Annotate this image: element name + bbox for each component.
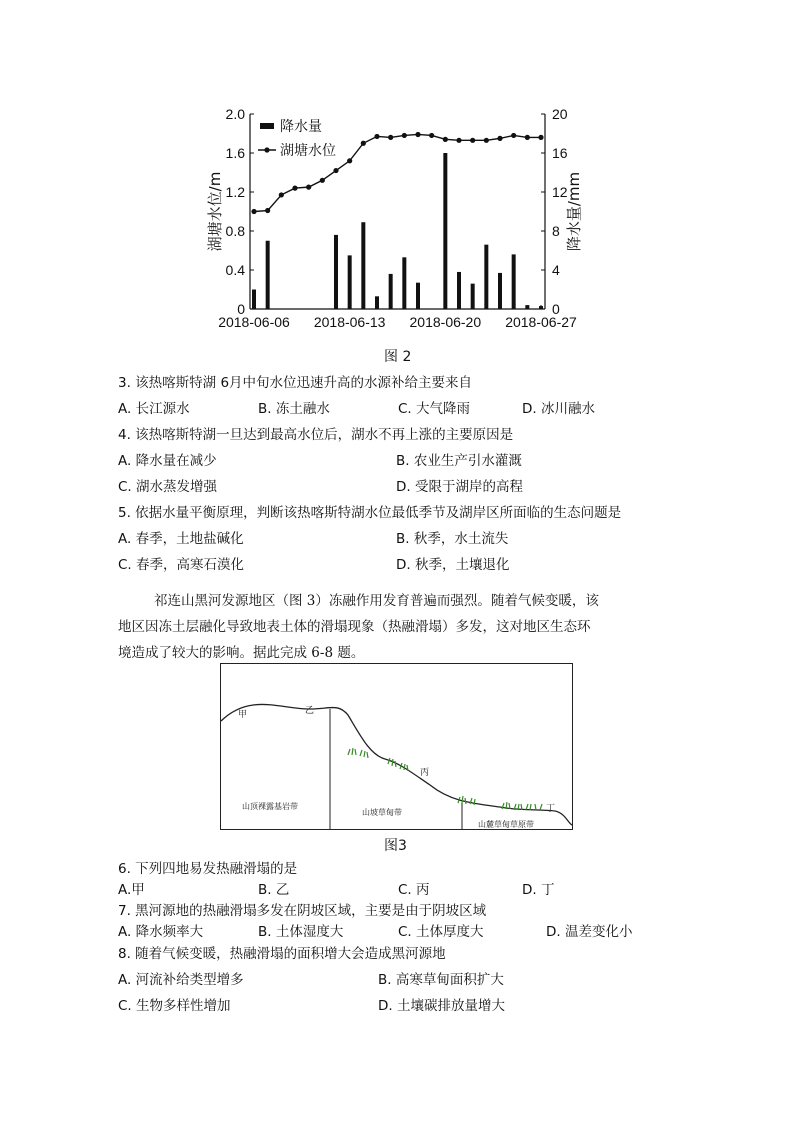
water-level-point: [333, 168, 338, 173]
x-tick-label: 2018-06-13: [313, 314, 386, 330]
water-level-point: [320, 178, 325, 183]
water-level-point: [306, 185, 311, 190]
water-level-point: [525, 135, 530, 140]
left-tick-label: 0.4: [225, 262, 245, 278]
water-level-point: [361, 141, 366, 146]
question-6-stem: 6. 下列四地易发热融滑塌的是: [118, 861, 298, 877]
x-tick-label: 2018-06-20: [409, 314, 482, 330]
question-5-option-d: D. 秋季，土壤退化: [396, 557, 510, 573]
precipitation-bar: [416, 283, 420, 309]
question-4-option-c: C. 湖水蒸发增强: [118, 479, 218, 495]
passage-line-2: 地区因冻土层融化导致地表土体的滑塌现象（热融滑塌）多发，这对地区生态环: [118, 619, 591, 635]
water-level-point: [511, 133, 516, 138]
point-ding-label: 丁: [546, 804, 556, 814]
passage-line-1: 祁连山黑河发源地区（图 3）冻融作用发育普遍而强烈。随着气候变暖，该: [154, 593, 599, 609]
water-level-point: [292, 186, 297, 191]
question-5-option-b: B. 秋季，水土流失: [396, 531, 509, 547]
question-7-option-b: B. 土体湿度大: [258, 924, 344, 940]
precipitation-bar: [457, 272, 461, 309]
water-level-point: [415, 132, 420, 137]
precipitation-bar: [471, 284, 475, 309]
precipitation-bar: [402, 257, 406, 309]
right-axis-label: 降水量/mm: [565, 171, 583, 252]
question-7-option-d: D. 温差变化小: [546, 924, 633, 940]
question-6-option-b: B. 乙: [258, 882, 290, 898]
point-yi-label: 乙: [305, 706, 315, 716]
precipitation-bar: [334, 235, 338, 309]
question-3-option-d: D. 冰川融水: [522, 401, 595, 417]
left-tick-label: 2.0: [225, 106, 245, 122]
figure-3-caption: 图3: [384, 838, 407, 854]
right-tick-label: 4: [552, 262, 560, 278]
precipitation-bars: [252, 153, 543, 309]
water-level-point: [443, 137, 448, 142]
question-8-option-b: B. 高寒草甸面积扩大: [378, 972, 504, 988]
question-8-option-d: D. 土壤碳排放量增大: [378, 998, 505, 1014]
question-8-stem: 8. 随着气候变暖，热融滑塌的面积增大会造成黑河源地: [118, 946, 446, 962]
question-3-option-b: B. 冻土融水: [258, 401, 330, 417]
precipitation-bar: [498, 273, 502, 309]
point-bing-label: 丙: [420, 768, 430, 778]
water-level-point: [251, 209, 256, 214]
left-tick-label: 1.6: [225, 145, 245, 161]
precipitation-bar: [252, 290, 256, 310]
figure-3-diagram: [220, 663, 574, 831]
question-3-option-a: A. 长江源水: [118, 401, 190, 417]
question-5-stem: 5. 依据水量平衡原理，判断该热喀斯特湖水位最低季节及湖岸区所面临的生态问题是: [118, 505, 622, 521]
legend-bar-swatch: [260, 123, 274, 129]
precipitation-bar: [375, 296, 379, 309]
question-7-option-c: C. 土体厚度大: [398, 924, 484, 940]
question-6-option-a: A.甲: [118, 882, 145, 898]
passage: [118, 588, 678, 666]
precipitation-bar: [266, 241, 270, 309]
x-tick-label: 2018-06-06: [218, 314, 290, 330]
legend-line-marker: [264, 147, 269, 152]
legend-label-precipitation: 降水量: [280, 119, 322, 135]
legend-label-water-level: 湖塘水位: [280, 143, 336, 159]
question-4-option-a: A. 降水量在减少: [118, 453, 217, 469]
water-level-point: [265, 208, 270, 213]
point-jia-label: 甲: [238, 710, 248, 720]
water-level-point: [429, 133, 434, 138]
question-3-stem: 3. 该热喀斯特湖 6月中旬水位迅速升高的水源补给主要来自: [118, 375, 473, 391]
passage-line-3: 境造成了较大的影响。据此完成 6-8 题。: [118, 645, 365, 661]
water-level-point: [456, 138, 461, 143]
question-4-option-b: B. 农业生产引水灌溉: [396, 453, 522, 469]
water-level-point: [374, 134, 379, 139]
water-level-point: [470, 138, 475, 143]
question-6-option-d: D. 丁: [522, 882, 555, 898]
water-level-point: [347, 158, 352, 163]
question-8-option-c: C. 生物多样性增加: [118, 998, 231, 1014]
question-7-stem: 7. 黑河源地的热融滑塌多发在阴坡区域，主要是由于阴坡区域: [118, 903, 487, 919]
question-8-option-a: A. 河流补给类型增多: [118, 972, 244, 988]
water-level-point: [497, 136, 502, 141]
precipitation-bar: [512, 254, 516, 309]
right-tick-label: 8: [552, 223, 560, 239]
precipitation-bar: [525, 305, 529, 309]
x-tick-label: 2018-06-27: [505, 314, 577, 330]
water-level-point: [402, 133, 407, 138]
precipitation-bar: [539, 306, 543, 309]
question-4-stem: 4. 该热喀斯特湖一旦达到最高水位后，湖水不再上涨的主要原因是: [118, 427, 514, 443]
precipitation-bar: [484, 245, 488, 309]
chart-legend: [258, 118, 336, 159]
figure-2-caption: 图 2: [384, 349, 412, 365]
right-tick-label: 16: [552, 145, 568, 161]
water-level-point: [538, 135, 543, 140]
water-level-point: [279, 192, 284, 197]
question-7-option-a: A. 降水频率大: [118, 924, 204, 940]
zone-piedmont-steppe-label: 山麓草甸草原带: [478, 820, 534, 829]
precipitation-bar: [389, 274, 393, 309]
right-tick-label: 0: [552, 301, 560, 317]
water-level-point: [484, 138, 489, 143]
question-6-option-c: C. 丙: [398, 882, 430, 898]
question-3-option-c: C. 大气降雨: [398, 401, 471, 417]
zone-slope-meadow-label: 山坡草甸带: [362, 808, 402, 817]
left-tick-label: 1.2: [225, 184, 245, 200]
left-tick-label: 0: [237, 301, 245, 317]
right-tick-label: 12: [552, 184, 568, 200]
precipitation-bar: [361, 222, 365, 309]
figure-2-chart: [200, 100, 600, 340]
precipitation-bar: [443, 153, 447, 309]
question-5-option-c: C. 春季，高寒石漠化: [118, 557, 245, 573]
water-level-point: [388, 135, 393, 140]
question-5-option-a: A. 春季，土地盐碱化: [118, 531, 244, 547]
zone-summit-bedrock-label: 山顶裸露基岩带: [242, 802, 298, 811]
question-4-option-d: D. 受限于湖岸的高程: [396, 479, 523, 495]
left-axis-label: 湖塘水位/m: [206, 171, 224, 252]
precipitation-bar: [348, 255, 352, 309]
right-tick-label: 20: [552, 106, 568, 122]
left-tick-label: 0.8: [225, 223, 245, 239]
